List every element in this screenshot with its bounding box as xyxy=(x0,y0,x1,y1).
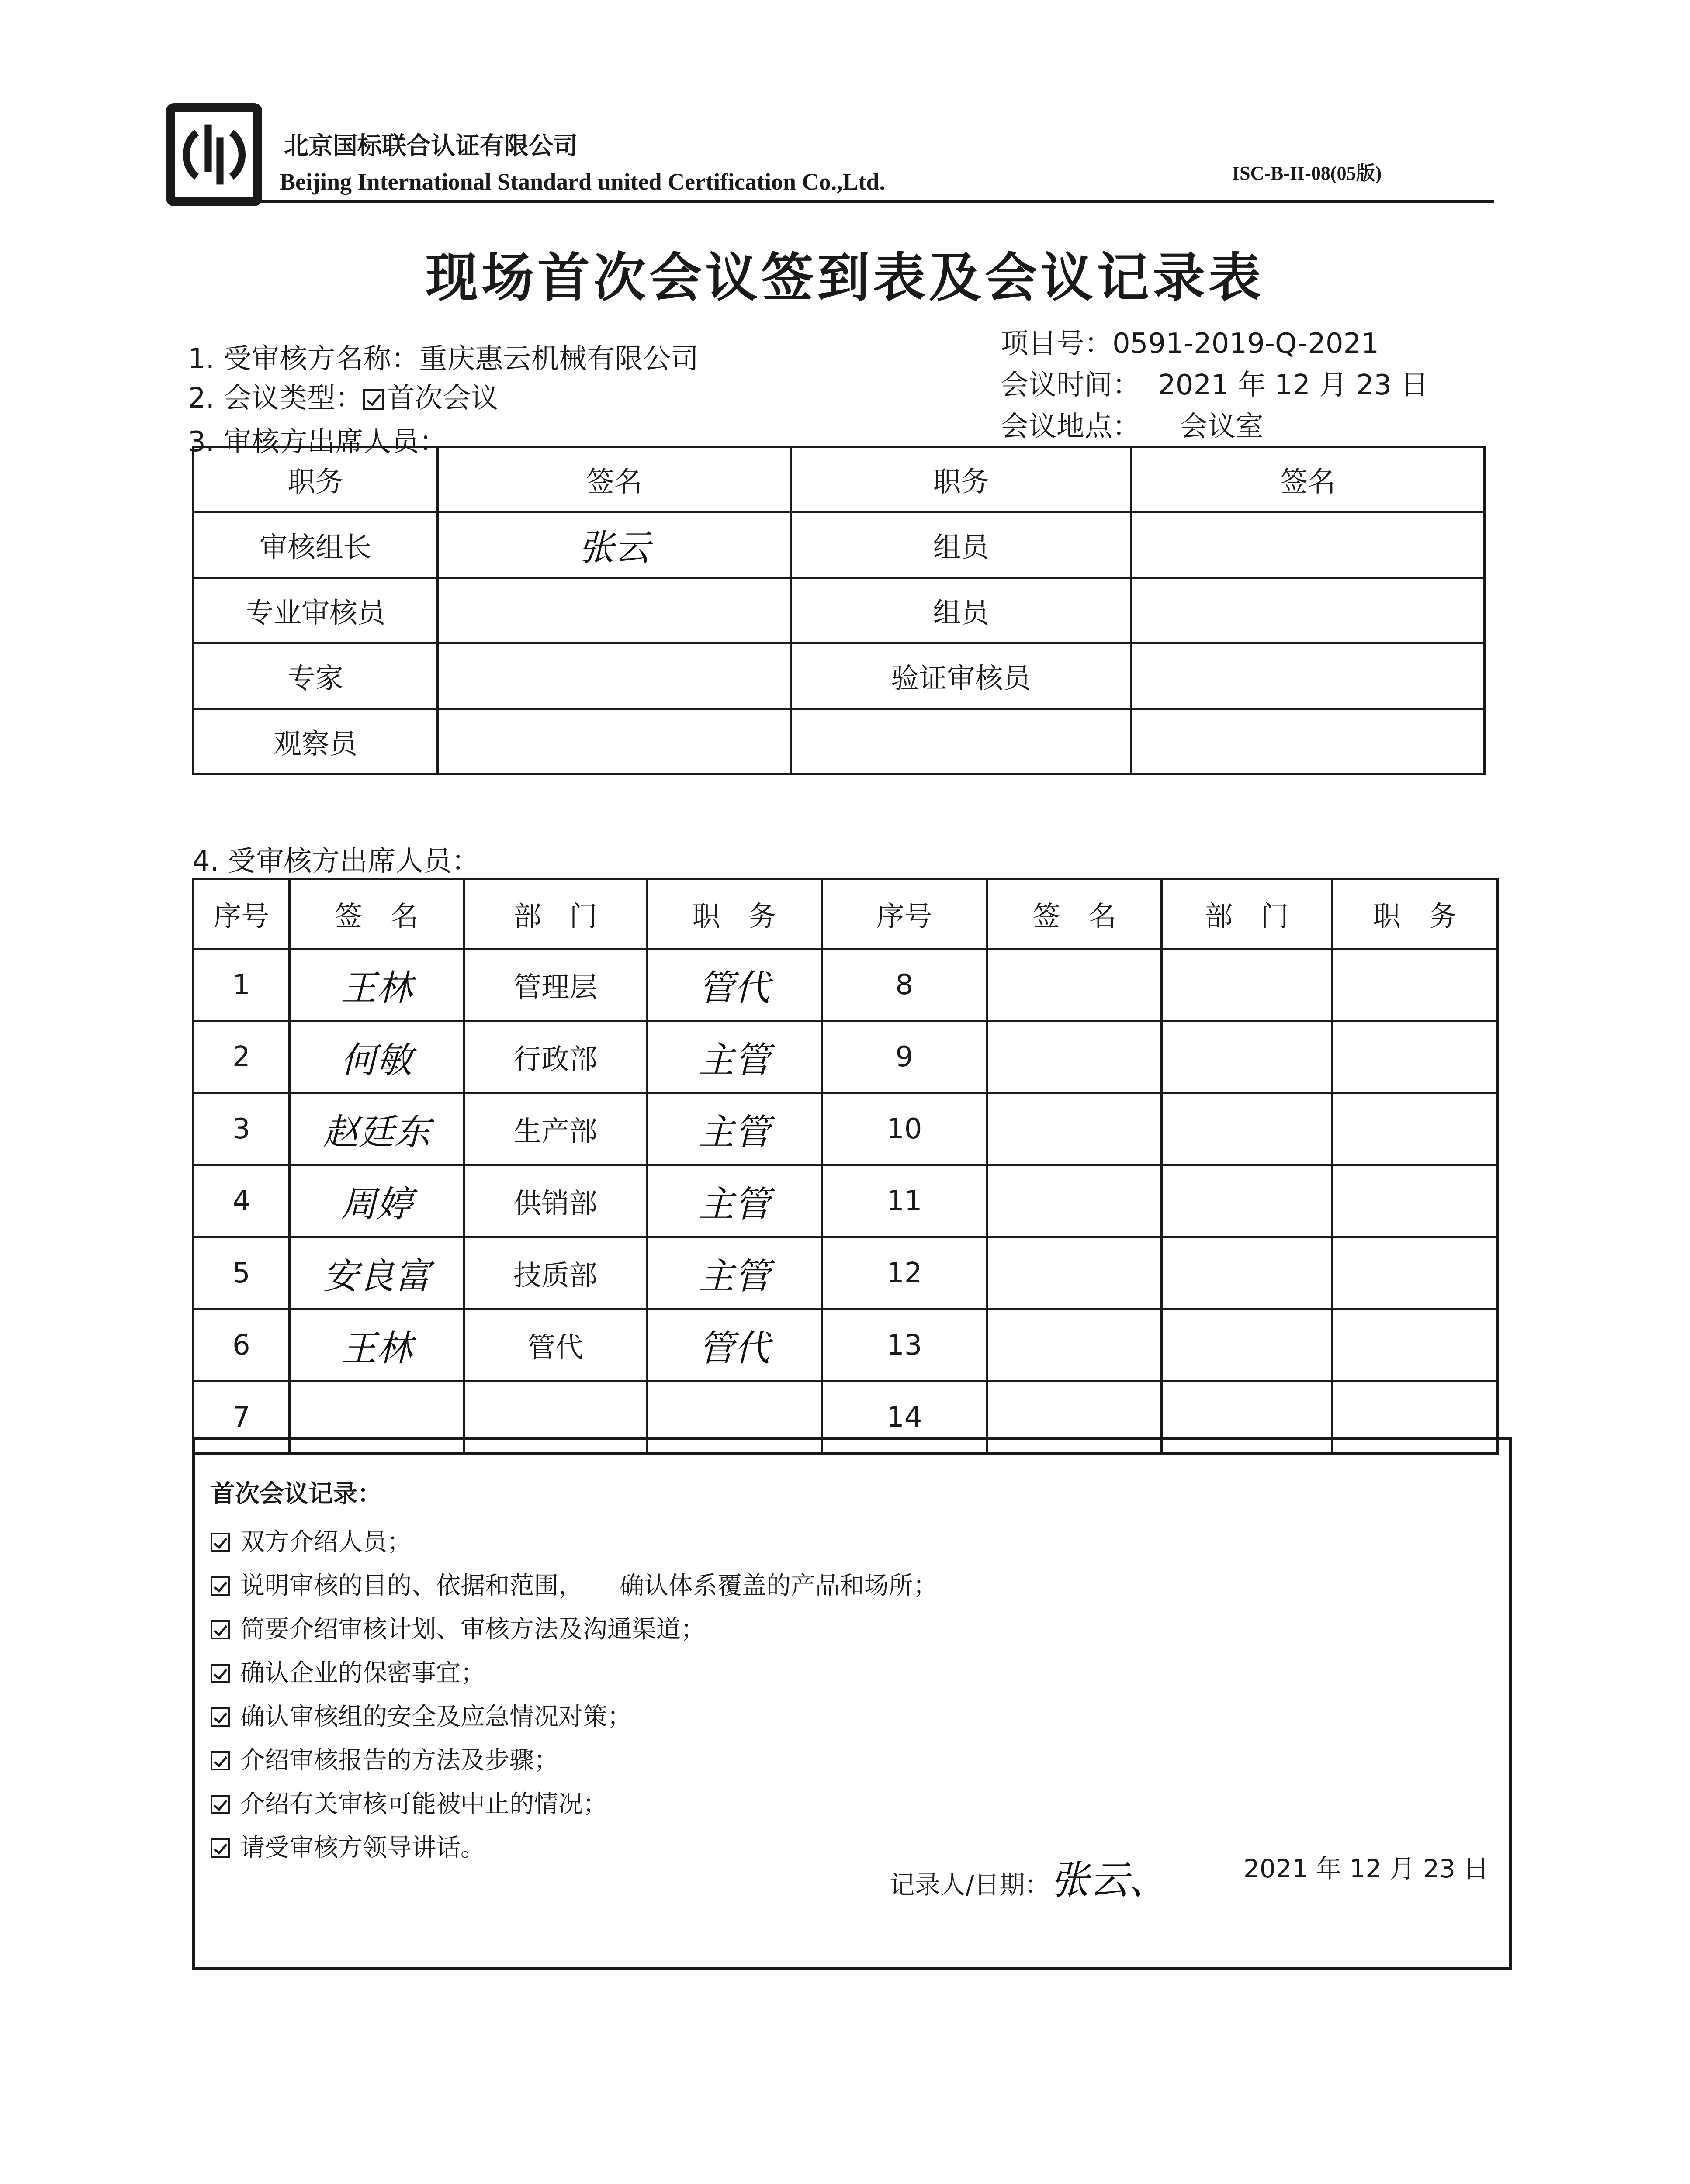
signature-cell xyxy=(987,1165,1161,1237)
meeting-type-value: 首次会议 xyxy=(387,382,499,415)
signature-cell xyxy=(987,1021,1161,1093)
meeting-time-line xyxy=(1001,363,1428,403)
header-department: 部 门 xyxy=(1162,879,1332,949)
meeting-place-line xyxy=(1001,404,1264,444)
signature-cell: 周婷 xyxy=(289,1165,464,1237)
table-header-row xyxy=(194,447,1485,512)
auditee-label: 1. 受审核方名称： xyxy=(188,343,419,375)
minutes-item-text: 介绍审核报告的方法及步骤； xyxy=(240,1746,558,1775)
table-row xyxy=(194,1093,1498,1165)
minutes-item xyxy=(211,1523,412,1558)
signature-cell xyxy=(1131,709,1485,774)
company-name-cn: 北京国标联合认证有限公司 xyxy=(284,132,578,160)
role-cell: 组员 xyxy=(791,512,1131,578)
role-cell: 专家 xyxy=(194,643,438,709)
recorder-line xyxy=(890,1848,1168,1905)
meeting-minutes-box xyxy=(192,1437,1512,1970)
signature-cell: 何敏 xyxy=(289,1021,464,1093)
company-name-en: Beijing International Standard united Certification Co.,Ltd. xyxy=(280,169,886,195)
project-no-line xyxy=(1001,321,1379,361)
title-cell xyxy=(1332,1237,1497,1310)
document-title: 现场首次会议签到表及会议记录表 xyxy=(426,248,1264,308)
department-cell xyxy=(1162,1165,1332,1237)
table-row xyxy=(194,578,1485,643)
meeting-time-value: 2021 年 12 月 23 日 xyxy=(1158,369,1429,401)
signature-cell: 安良富 xyxy=(289,1237,464,1310)
minutes-item-text: 简要介绍审核计划、审核方法及沟通渠道； xyxy=(240,1615,705,1644)
header-role: 职务 xyxy=(194,447,438,512)
signature-cell: 赵廷东 xyxy=(289,1093,464,1165)
minutes-heading: 首次会议记录： xyxy=(211,1480,382,1508)
no-cell: 13 xyxy=(821,1310,987,1382)
table-row xyxy=(194,1021,1498,1093)
meeting-type-line xyxy=(188,376,499,416)
role-cell: 专业审核员 xyxy=(194,578,438,643)
recorder-label: 记录人/日期： xyxy=(890,1870,1050,1900)
no-cell: 7 xyxy=(194,1382,290,1454)
header-signature: 签名 xyxy=(1131,447,1485,512)
header-no: 序号 xyxy=(194,879,290,949)
title-cell xyxy=(1332,1165,1497,1237)
table-row xyxy=(194,1310,1498,1382)
signature-cell: 王林 xyxy=(289,1310,464,1382)
title-cell: 主管 xyxy=(647,1165,821,1237)
table-row xyxy=(194,1165,1498,1237)
header-signature: 签 名 xyxy=(289,879,464,949)
department-cell xyxy=(1162,949,1332,1021)
minutes-item xyxy=(211,1828,485,1863)
title-cell: 主管 xyxy=(647,1237,821,1310)
header-no: 序号 xyxy=(821,879,987,949)
table-row xyxy=(194,512,1485,578)
no-cell: 9 xyxy=(821,1021,987,1093)
signature-cell xyxy=(1131,512,1485,578)
minutes-item-text: 双方介绍人员； xyxy=(240,1528,412,1556)
minutes-item-text: 确认审核组的安全及应急情况对策； xyxy=(240,1703,632,1731)
signature-cell xyxy=(438,643,791,709)
header-role: 职务 xyxy=(791,447,1131,512)
title-cell xyxy=(1332,1093,1497,1165)
minutes-item xyxy=(211,1566,938,1601)
department-cell xyxy=(1162,1093,1332,1165)
auditee-line xyxy=(188,336,699,377)
no-cell: 6 xyxy=(194,1310,290,1382)
auditor-attendance-table xyxy=(192,446,1486,775)
department-cell: 生产部 xyxy=(464,1093,647,1165)
meeting-place-value: 会议室 xyxy=(1180,411,1264,443)
project-no-value: 0591-2019-Q-2021 xyxy=(1112,328,1379,360)
checkbox-checked-icon xyxy=(363,389,384,410)
minutes-item-text: 请受审核方领导讲话。 xyxy=(240,1834,485,1862)
checkbox-checked-icon xyxy=(211,1664,230,1683)
no-cell: 4 xyxy=(194,1165,290,1237)
role-cell: 组员 xyxy=(791,578,1131,643)
table-row xyxy=(194,709,1485,774)
header-divider xyxy=(184,200,1494,203)
minutes-item-text: 介绍有关审核可能被中止的情况； xyxy=(240,1790,607,1818)
minutes-item-text: 确认企业的保密事宜； xyxy=(240,1659,485,1687)
department-cell xyxy=(1162,1021,1332,1093)
logo-mark xyxy=(175,112,253,197)
role-cell: 验证审核员 xyxy=(791,643,1131,709)
signature-cell xyxy=(438,578,791,643)
header-title: 职 务 xyxy=(1332,879,1497,949)
header-signature: 签名 xyxy=(438,447,791,512)
signature-cell xyxy=(987,1237,1161,1310)
department-cell xyxy=(1162,1237,1332,1310)
department-cell: 行政部 xyxy=(464,1021,647,1093)
signature-cell xyxy=(987,1310,1161,1382)
header-signature: 签 名 xyxy=(987,879,1161,949)
table-row xyxy=(194,643,1485,709)
form-code: ISC-B-II-08(05版) xyxy=(1232,162,1382,184)
minutes-item xyxy=(211,1654,485,1689)
signature-cell xyxy=(987,1093,1161,1165)
title-cell: 主管 xyxy=(647,1093,821,1165)
no-cell: 12 xyxy=(821,1237,987,1310)
table-row xyxy=(194,949,1498,1021)
minutes-item-text: 说明审核的目的、依据和范围， 确认体系覆盖的产品和场所； xyxy=(240,1572,938,1600)
recorder-date: 2021 年 12 月 23 日 xyxy=(1243,1854,1489,1883)
recorder-signature: 张云、 xyxy=(1050,1857,1168,1903)
title-cell: 管代 xyxy=(647,1310,821,1382)
department-cell: 管理层 xyxy=(464,949,647,1021)
meeting-time-label: 会议时间： xyxy=(1001,369,1140,401)
department-cell xyxy=(1162,1310,1332,1382)
title-cell xyxy=(1332,1310,1497,1382)
role-cell: 审核组长 xyxy=(194,512,438,578)
checkbox-checked-icon xyxy=(211,1533,230,1552)
project-no-label: 项目号： xyxy=(1001,328,1112,360)
auditee-attendance-table xyxy=(192,878,1499,1455)
minutes-item xyxy=(211,1785,607,1820)
auditee-value: 重庆惠云机械有限公司 xyxy=(419,343,699,375)
header-department: 部 门 xyxy=(464,879,647,949)
no-cell: 2 xyxy=(194,1021,290,1093)
auditor-attendees-label: 3. 审核方出席人员： xyxy=(188,426,447,458)
signature-cell xyxy=(438,709,791,774)
no-cell: 1 xyxy=(194,949,290,1021)
no-cell: 11 xyxy=(821,1165,987,1237)
role-cell xyxy=(791,709,1131,774)
no-cell: 3 xyxy=(194,1093,290,1165)
isc-logo-icon xyxy=(166,103,262,206)
checkbox-checked-icon xyxy=(211,1838,230,1858)
meeting-type-label: 2. 会议类型： xyxy=(188,382,364,415)
minutes-item xyxy=(211,1741,558,1776)
table-row xyxy=(194,1237,1498,1310)
title-cell xyxy=(1332,1021,1497,1093)
department-cell: 供销部 xyxy=(464,1165,647,1237)
header-title: 职 务 xyxy=(647,879,821,949)
department-cell: 管代 xyxy=(464,1310,647,1382)
title-cell xyxy=(1332,949,1497,1021)
signature-cell xyxy=(1131,643,1485,709)
meeting-place-label: 会议地点： xyxy=(1001,411,1140,443)
no-cell: 10 xyxy=(821,1093,987,1165)
no-cell: 8 xyxy=(821,949,987,1021)
table-header-row xyxy=(194,879,1498,949)
checkbox-checked-icon xyxy=(211,1576,230,1596)
minutes-item xyxy=(211,1610,705,1645)
no-cell: 5 xyxy=(194,1237,290,1310)
signature-cell xyxy=(1131,578,1485,643)
auditee-attendees-label: 4. 受审核方出席人员： xyxy=(192,845,480,878)
checkbox-checked-icon xyxy=(211,1795,230,1814)
checkbox-checked-icon xyxy=(211,1751,230,1770)
title-cell: 管代 xyxy=(647,949,821,1021)
signature-cell: 张云 xyxy=(438,512,791,578)
no-cell: 14 xyxy=(821,1382,987,1454)
signature-cell xyxy=(987,949,1161,1021)
checkbox-checked-icon xyxy=(211,1620,230,1639)
department-cell: 技质部 xyxy=(464,1237,647,1310)
minutes-item xyxy=(211,1697,632,1732)
role-cell: 观察员 xyxy=(194,709,438,774)
title-cell: 主管 xyxy=(647,1021,821,1093)
checkbox-checked-icon xyxy=(211,1707,230,1727)
signature-cell: 王林 xyxy=(289,949,464,1021)
